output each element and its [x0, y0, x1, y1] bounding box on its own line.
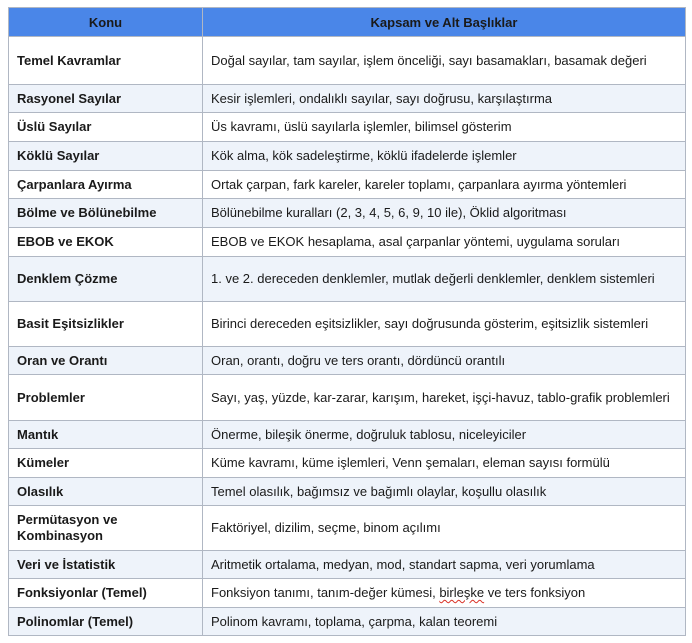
topic-cell: Kümeler	[9, 449, 203, 478]
header-topic: Konu	[9, 8, 203, 37]
topic-cell: Problemler	[9, 375, 203, 421]
table-row	[9, 302, 686, 347]
scope-cell: Önerme, bileşik önerme, doğruluk tablosu, niceleyiciler	[203, 421, 686, 449]
topic-cell: Veri ve İstatistik	[9, 551, 203, 579]
scope-cell: Sayı, yaş, yüzde, kar-zarar, karışım, hareket, işçi-havuz, tablo-grafik problemleri	[203, 375, 686, 421]
topic-cell: Fonksiyonlar (Temel)	[9, 579, 203, 608]
scope-cell: 1. ve 2. dereceden denklemler, mutlak değerli denklemler, denklem sistemleri	[203, 257, 686, 302]
scope-cell: Polinom kavramı, toplama, çarpma, kalan teoremi	[203, 608, 686, 636]
scope-cell: Kesir işlemleri, ondalıklı sayılar, sayı doğrusu, karşılaştırma	[203, 85, 686, 113]
topic-cell: Polinomlar (Temel)	[9, 608, 203, 636]
scope-cell: Birinci dereceden eşitsizlikler, sayı doğrusunda gösterim, eşitsizlik sistemleri	[203, 302, 686, 347]
table-row	[9, 37, 686, 85]
scope-cell: Üs kavramı, üslü sayılarla işlemler, bilimsel gösterim	[203, 113, 686, 142]
scope-text: Fonksiyon tanımı, tanım-değer kümesi,	[211, 585, 440, 600]
topic-cell: Permütasyon ve Kombinasyon	[9, 506, 203, 551]
spellcheck-word[interactable]: birleşke	[439, 585, 485, 600]
topic-cell: Üslü Sayılar	[9, 113, 203, 142]
curriculum-table-container	[8, 7, 685, 636]
table-row	[9, 375, 686, 421]
header-scope: Kapsam ve Alt Başlıklar	[203, 8, 686, 37]
scope-cell: Ortak çarpan, fark kareler, kareler toplamı, çarpanlara ayırma yöntemleri	[203, 171, 686, 199]
table-row	[9, 579, 686, 608]
topic-cell: Mantık	[9, 421, 203, 449]
topic-cell: Rasyonel Sayılar	[9, 85, 203, 113]
table-row	[9, 113, 686, 142]
scope-cell: Oran, orantı, doğru ve ters orantı, dördüncü orantılı	[203, 347, 686, 375]
scope-cell: Aritmetik ortalama, medyan, mod, standart sapma, veri yorumlama	[203, 551, 686, 579]
table-row	[9, 608, 686, 636]
topic-cell: Denklem Çözme	[9, 257, 203, 302]
table-row	[9, 199, 686, 228]
table-row	[9, 421, 686, 449]
topic-cell: Çarpanlara Ayırma	[9, 171, 203, 199]
scope-cell: Faktöriyel, dizilim, seçme, binom açılımı	[203, 506, 686, 551]
topic-cell: Köklü Sayılar	[9, 142, 203, 171]
table-row	[9, 142, 686, 171]
table-row	[9, 228, 686, 257]
scope-cell: Doğal sayılar, tam sayılar, işlem önceliği, sayı basamakları, basamak değeri	[203, 37, 686, 85]
scope-cell: EBOB ve EKOK hesaplama, asal çarpanlar yöntemi, uygulama soruları	[203, 228, 686, 257]
table-row	[9, 85, 686, 113]
table-row	[9, 478, 686, 506]
table-row	[9, 551, 686, 579]
table-row	[9, 449, 686, 478]
topic-cell: Temel Kavramlar	[9, 37, 203, 85]
topic-cell: Oran ve Orantı	[9, 347, 203, 375]
topic-cell: Olasılık	[9, 478, 203, 506]
table-row	[9, 171, 686, 199]
topic-cell: EBOB ve EKOK	[9, 228, 203, 257]
table-row	[9, 506, 686, 551]
table-header-row	[9, 8, 686, 37]
scope-cell: Küme kavramı, küme işlemleri, Venn şemaları, eleman sayısı formülü	[203, 449, 686, 478]
scope-text: ve ters fonksiyon	[484, 585, 586, 600]
topic-cell: Basit Eşitsizlikler	[9, 302, 203, 347]
scope-cell: Temel olasılık, bağımsız ve bağımlı olaylar, koşullu olasılık	[203, 478, 686, 506]
curriculum-table	[8, 7, 686, 636]
scope-cell: Bölünebilme kuralları (2, 3, 4, 5, 6, 9, 10 ile), Öklid algoritması	[203, 199, 686, 228]
table-row	[9, 257, 686, 302]
topic-cell: Bölme ve Bölünebilme	[9, 199, 203, 228]
scope-cell: Kök alma, kök sadeleştirme, köklü ifadelerde işlemler	[203, 142, 686, 171]
table-row	[9, 347, 686, 375]
scope-cell	[203, 579, 686, 608]
